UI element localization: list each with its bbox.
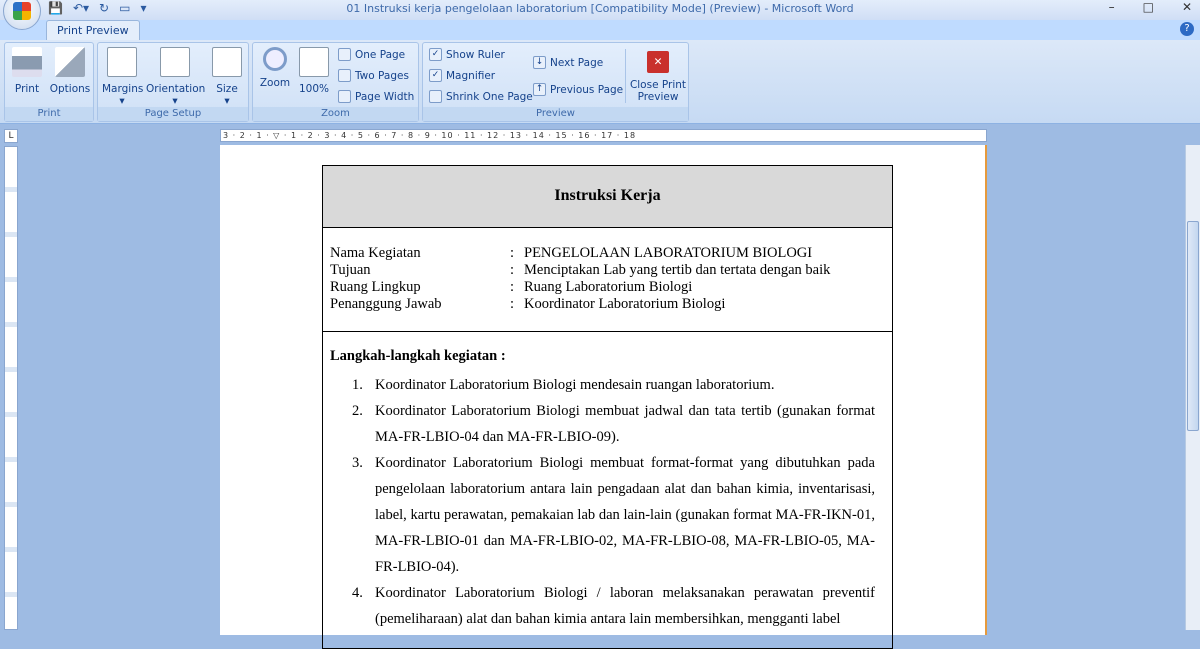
- tab-print-preview[interactable]: Print Preview: [46, 20, 140, 40]
- steps-heading: Langkah-langkah kegiatan :: [330, 348, 506, 364]
- next-page-label: Next Page: [550, 56, 604, 69]
- step-item: [352, 398, 885, 450]
- two-pages-label: Two Pages: [355, 69, 409, 82]
- info-key: Nama Kegiatan: [330, 245, 421, 261]
- ribbon-tabs: [0, 20, 1200, 40]
- maximize-button[interactable]: □: [1142, 0, 1154, 14]
- close-print-preview-button[interactable]: [629, 49, 687, 103]
- step-text: Koordinator Laboratorium Biologi membuat jadwal dan tata tertib (gunakan format MA-FR-LBIO-04 dan MA-FR-LBIO-09).: [375, 403, 875, 445]
- shrink-label: Shrink One Page: [446, 90, 533, 103]
- info-value: Ruang Laboratorium Biologi: [524, 279, 693, 295]
- group-preview: [422, 42, 689, 122]
- step-item: [352, 580, 885, 632]
- separator: :: [510, 262, 515, 278]
- divider: [625, 49, 626, 103]
- tab-selector-button[interactable]: L: [4, 129, 18, 143]
- zoom-label: Zoom: [259, 77, 291, 89]
- page-width-icon: [338, 90, 351, 103]
- minimize-button[interactable]: –: [1108, 0, 1115, 14]
- help-icon[interactable]: ?: [1180, 22, 1194, 36]
- shrink-icon: [429, 90, 442, 103]
- separator: :: [510, 279, 515, 295]
- print-label: Print: [14, 83, 40, 95]
- info-row: [330, 296, 885, 313]
- magnifier-icon: [263, 47, 287, 71]
- close-print-preview-label: Close Print Preview: [629, 79, 687, 103]
- group-page-setup: [97, 42, 249, 122]
- window-title: 01 Instruksi kerja pengelolaan laboratorium [Compatibility Mode] (Preview) - Microsoft Word: [346, 2, 854, 15]
- print-preview-qat-icon[interactable]: ▭: [119, 1, 131, 15]
- step-number: 1.: [352, 377, 363, 393]
- group-label: Preview: [423, 107, 688, 121]
- one-page-icon: [338, 48, 351, 61]
- step-item: [352, 372, 885, 398]
- info-section: [323, 228, 892, 332]
- size-icon: [212, 47, 242, 77]
- info-key: Penanggung Jawab: [330, 296, 442, 312]
- group-label: Print: [5, 107, 93, 121]
- margins-icon: [107, 47, 137, 77]
- close-button[interactable]: ✕: [1181, 0, 1192, 14]
- info-row: [330, 262, 885, 279]
- vertical-scrollbar[interactable]: [1185, 145, 1200, 630]
- step-text: Koordinator Laboratorium Biologi / laboran melaksanakan perawatan preventif (pemeliharaan) alat dan bahan kimia antara lain membersihkan, mengganti label: [375, 585, 875, 627]
- group-label: Page Setup: [98, 107, 248, 121]
- options-label: Options: [49, 83, 91, 95]
- zoom-100-button[interactable]: [297, 47, 331, 95]
- document-page: [220, 145, 987, 635]
- step-number: 3.: [352, 455, 363, 471]
- show-ruler-checkbox[interactable]: [429, 48, 505, 61]
- print-button[interactable]: [11, 47, 43, 95]
- checkbox-checked-icon: ✓: [429, 69, 442, 82]
- one-page-label: One Page: [355, 48, 406, 61]
- ruler-row: [0, 125, 1200, 143]
- checkbox-checked-icon: ✓: [429, 48, 442, 61]
- margins-label: Margins: [102, 83, 144, 95]
- show-ruler-label: Show Ruler: [446, 48, 505, 61]
- instruction-table: [322, 165, 893, 649]
- document-title: Instruksi Kerja: [323, 166, 892, 228]
- printer-icon: [12, 47, 42, 77]
- title-bar: [0, 0, 1200, 20]
- step-item: [352, 450, 885, 580]
- previous-page-icon: ↑: [533, 83, 546, 96]
- info-value: PENGELOLAAN LABORATORIUM BIOLOGI: [524, 245, 813, 261]
- size-button[interactable]: Size ▾: [210, 47, 244, 107]
- previous-page-button[interactable]: [533, 83, 623, 96]
- customize-qat-icon[interactable]: ▾: [140, 1, 147, 15]
- magnifier-label: Magnifier: [446, 69, 496, 82]
- close-x-icon: ✕: [647, 51, 669, 73]
- size-label: Size: [216, 83, 238, 95]
- step-text: Koordinator Laboratorium Biologi mendesain ruangan laboratorium.: [375, 377, 775, 393]
- group-zoom: [252, 42, 419, 122]
- orientation-icon: [160, 47, 190, 77]
- two-pages-button[interactable]: [338, 69, 409, 82]
- info-value: Koordinator Laboratorium Biologi: [524, 296, 726, 312]
- shrink-one-page-button[interactable]: [429, 90, 533, 103]
- save-icon[interactable]: 💾: [48, 1, 63, 15]
- office-logo-icon: [13, 2, 31, 20]
- page-width-label: Page Width: [355, 90, 415, 103]
- step-number: 2.: [352, 403, 363, 419]
- step-number: 4.: [352, 585, 363, 601]
- ribbon: [0, 40, 1200, 124]
- zoom-button[interactable]: [259, 47, 291, 89]
- zoom-100-label: 100%: [298, 83, 330, 95]
- one-page-button[interactable]: [338, 48, 405, 61]
- redo-icon[interactable]: ↻: [99, 1, 110, 15]
- info-row: [330, 279, 885, 296]
- info-key: Ruang Lingkup: [330, 279, 421, 295]
- step-text: Koordinator Laboratorium Biologi membuat format-format yang dibutuhkan pada pengelolaan laboratorium antara lain pengadaan alat dan bahan kimia, inventarisasi, label, kartu perawatan, pemakaian lab dan lain-lain (gunakan format MA-FR-IKN-01, MA-FR-LBIO-01 dan MA-FR-LBIO-02, MA-FR-LBIO-08, MA-FR-LBIO-05, MA-FR-LBIO-04).: [375, 455, 875, 575]
- info-value: Menciptakan Lab yang tertib dan tertata dengan baik: [524, 262, 831, 278]
- margins-button[interactable]: Margins ▾: [102, 47, 142, 107]
- horizontal-ruler[interactable]: 3 · 2 · 1 · ▽ · 1 · 2 · 3 · 4 · 5 · 6 · 7 · 8 · 9 · 10 · 11 · 12 · 13 · 14 · 15 · 16 · 17 · 18: [220, 129, 987, 142]
- separator: :: [510, 245, 515, 261]
- page-100-icon: [299, 47, 329, 77]
- next-page-button[interactable]: [533, 56, 603, 69]
- separator: :: [510, 296, 515, 312]
- info-key: Tujuan: [330, 262, 371, 278]
- magnifier-checkbox[interactable]: [429, 69, 495, 82]
- undo-icon[interactable]: ↶▾: [72, 1, 90, 15]
- page-width-button[interactable]: [338, 90, 414, 103]
- options-button[interactable]: [49, 47, 91, 95]
- previous-page-label: Previous Page: [550, 83, 624, 96]
- next-page-icon: ↓: [533, 56, 546, 69]
- steps-section: [323, 332, 892, 648]
- group-print: [4, 42, 94, 122]
- scrollbar-thumb[interactable]: [1187, 221, 1199, 431]
- two-pages-icon: [338, 69, 351, 82]
- orientation-button[interactable]: Orientation ▾: [146, 47, 204, 107]
- orientation-label: Orientation: [146, 83, 206, 95]
- info-row: [330, 245, 885, 262]
- group-label: Zoom: [253, 107, 418, 121]
- options-icon: [55, 47, 85, 77]
- vertical-ruler[interactable]: [4, 146, 18, 630]
